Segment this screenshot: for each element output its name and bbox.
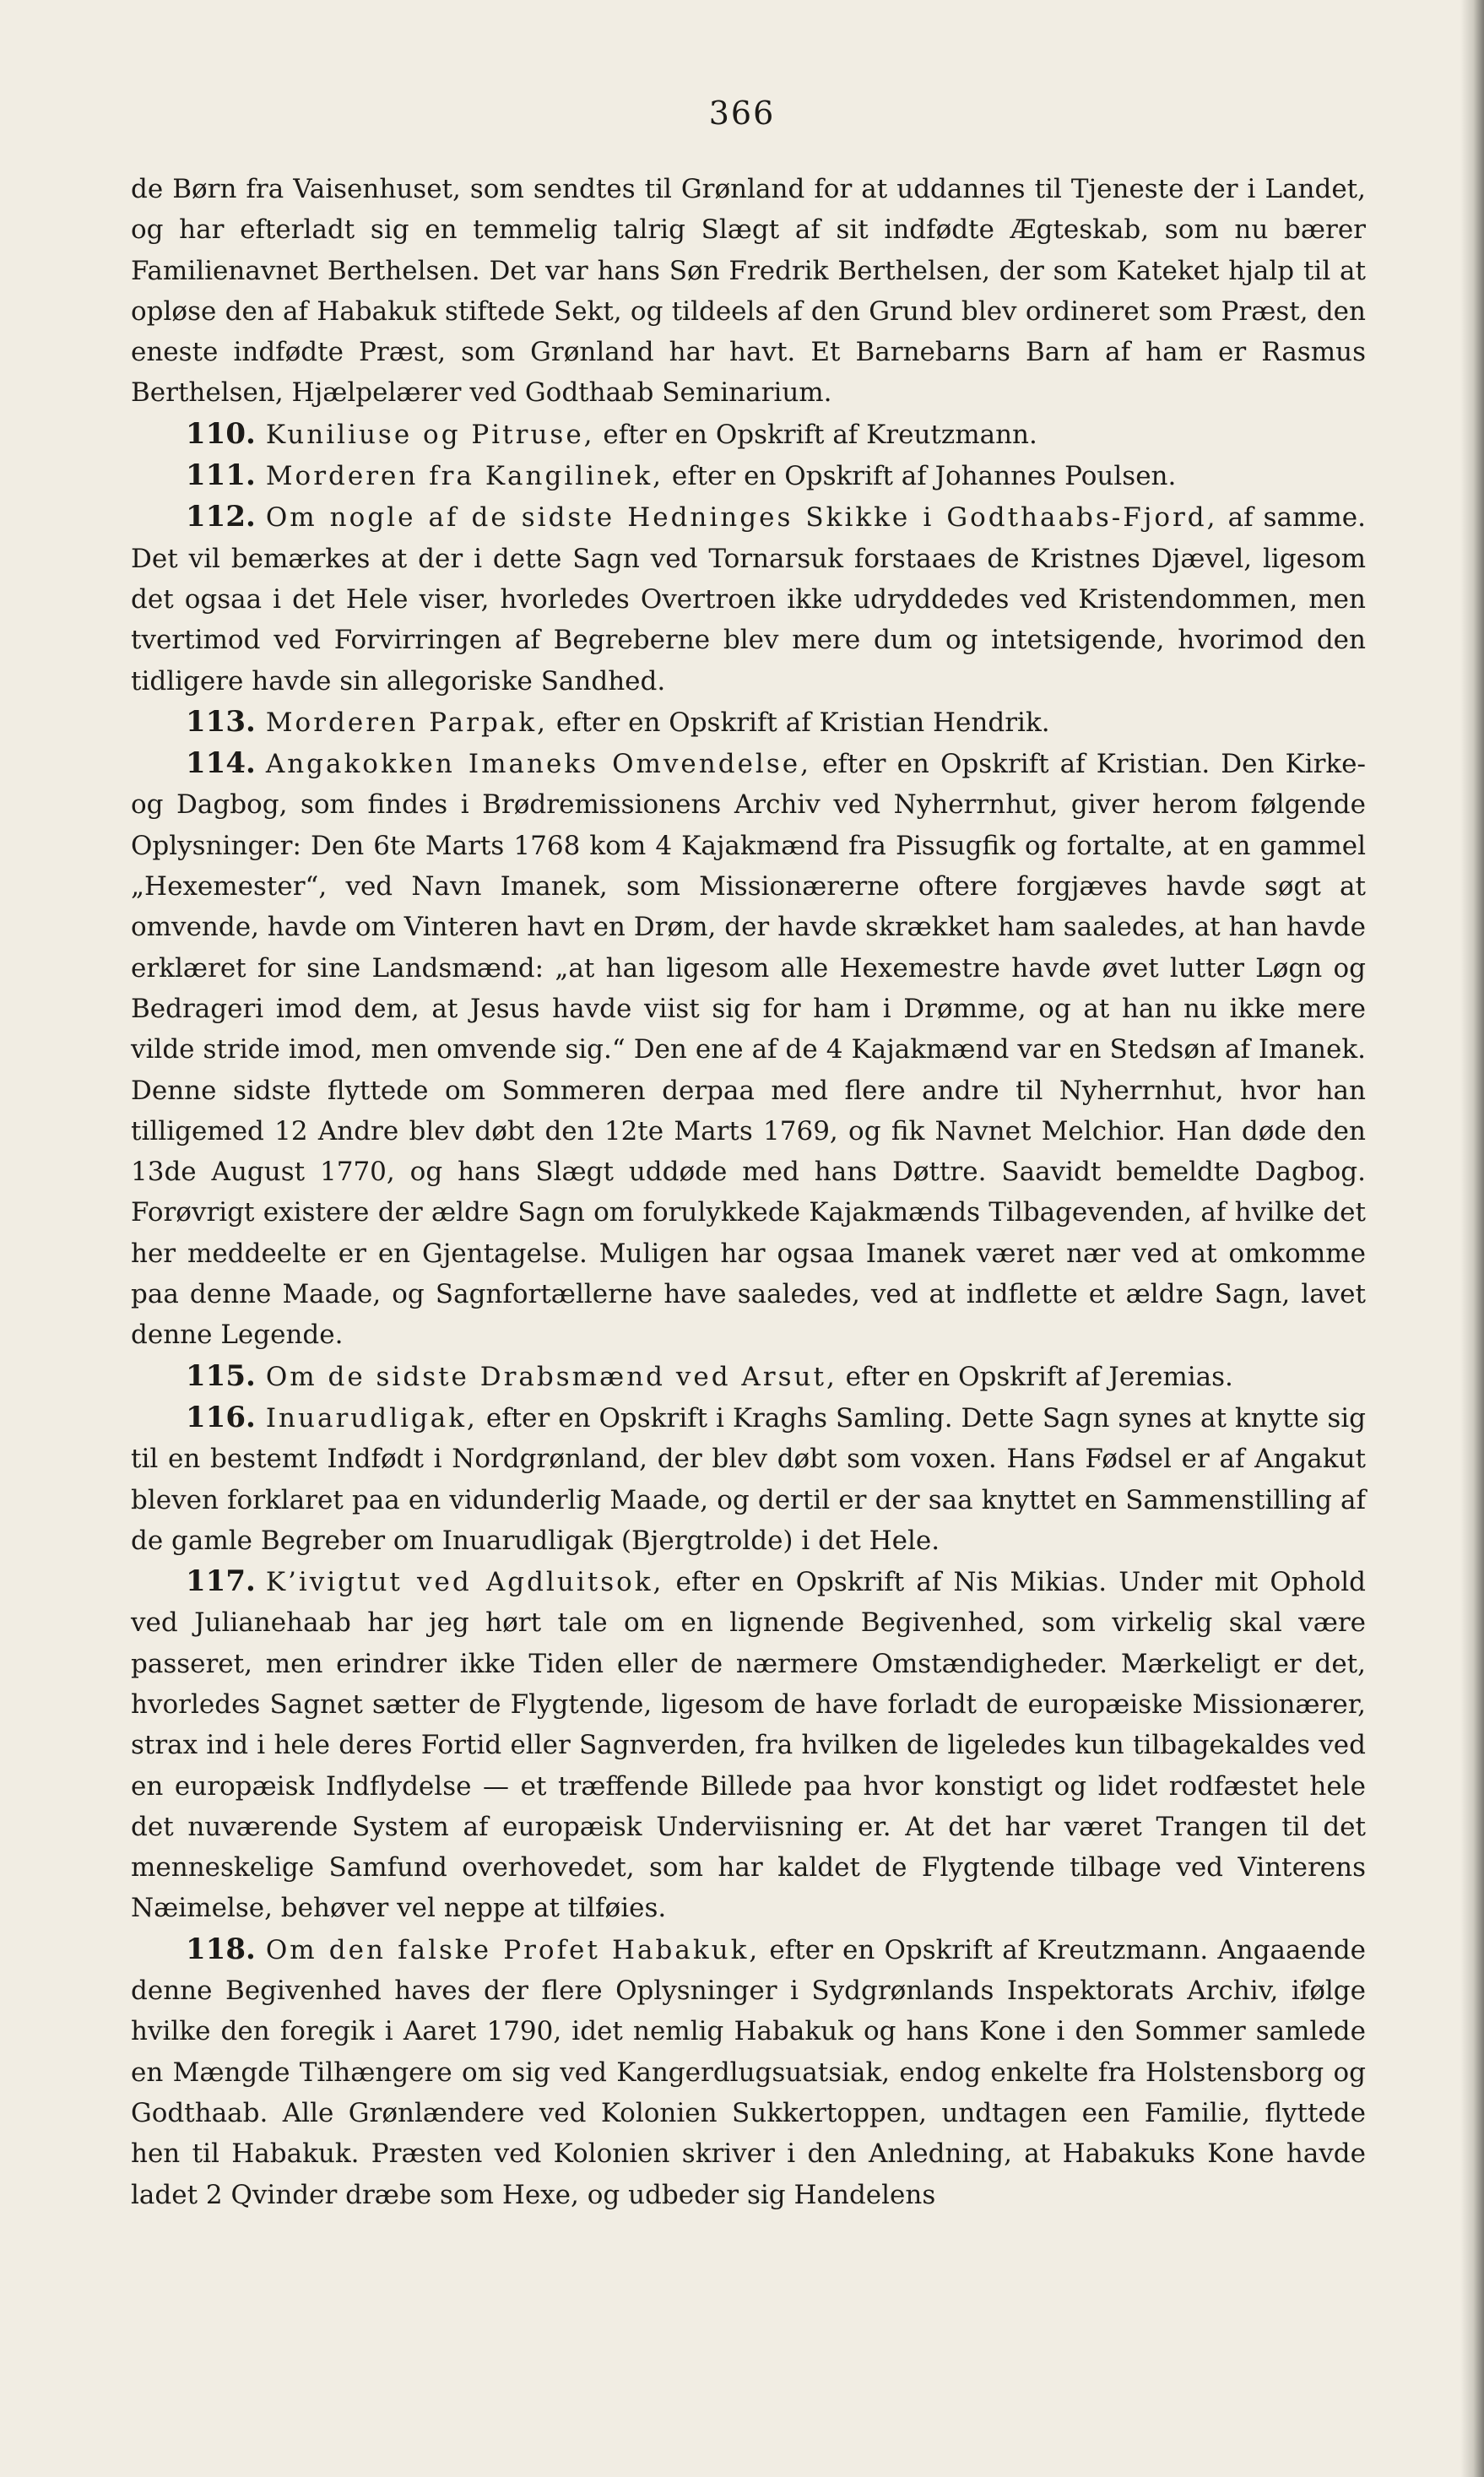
entry-title: Kuniliuse og Pitruse, xyxy=(265,419,595,450)
entry-113 xyxy=(131,702,1366,743)
entry-number: 118. xyxy=(186,1932,256,1966)
entry-title: Om de sidste Drabsmænd ved Arsut, xyxy=(265,1361,837,1392)
entry-body: efter en Opskrift af Kristian. Den Kirke- og Dagbog, som findes i Brødremissionens Archiv ved Nyherrnhut, giver herom følgende Oplysninger: Den 6te Marts 1768 kom 4 Kajakmænd fra Pissugfik og fortalte, at en gammel „Hexemester“, ved Navn Imanek, som Missionærerne oftere forgjæves havde søgt at omvende, havde om Vinteren havt en Drøm, der havde skrækket ham saaledes, at han havde erklæret for sine Landsmænd: „at han ligesom alle Hexemestre havde øvet lutter Løgn og Bedrageri imod dem, at Jesus havde viist sig for ham i Drømme, og at han nu ikke mere vilde stride imod, men omvende sig.“ Den ene af de 4 Kajakmænd var en Stedsøn af Imanek. Denne sidste flyttede om Sommeren derpaa med flere andre til Nyherrnhut, hvor han tilligemed 12 Andre blev døbt den 12te Marts 1769, og fik Navnet Melchior. Han døde den 13de August 1770, og hans Slægt uddøde med hans Døttre. Saavidt bemeldte Dagbog. Forøvrigt existere der ældre Sagn om forulykkede Kajakmænds Tilbagevenden, af hvilke det her meddeelte er en Gjentagelse. Muligen har ogsaa Imanek været nær ved at omkomme paa denne Maade, og Sagnfortællerne have saaledes, ved at indflette et ældre Sagn, lavet denne Legende. xyxy=(131,749,1367,1351)
entry-117 xyxy=(131,1561,1366,1929)
entry-number: 114. xyxy=(186,746,256,781)
entry-118 xyxy=(131,1929,1366,2215)
entry-title: K’ivigtut ved Agdluitsok, xyxy=(265,1567,664,1598)
entry-title: Morderen Parpak, xyxy=(265,707,548,738)
entry-114 xyxy=(131,743,1366,1355)
entry-112 xyxy=(131,496,1366,701)
body-text xyxy=(131,169,1366,2215)
entry-number: 117. xyxy=(186,1564,256,1599)
entry-116 xyxy=(131,1397,1366,1561)
entry-body: efter en Opskrift af Kreutzmann. xyxy=(603,419,1037,450)
entry-body: af samme. Det vil bemærkes at der i dette Sagn ved Tornarsuk forstaaes de Kristnes Djævel, ligesom det ogsaa i det Hele viser, hvorledes Overtroen ikke udryddedes ved Kristendommen, men tvertimod ved Forvirringen af Begreberne blev mere dum og intetsigende, hvorimod den tidligere havde sin allegoriske Sandhed. xyxy=(131,502,1366,696)
entry-body: efter en Opskrift af Jeremias. xyxy=(845,1361,1233,1392)
page-number: 366 xyxy=(708,95,776,132)
entry-number: 115. xyxy=(186,1358,256,1393)
entry-title: Inuarudligak, xyxy=(265,1402,478,1434)
entry-title: Morderen fra Kangilinek, xyxy=(265,461,663,492)
entry-number: 111. xyxy=(186,458,256,493)
entry-body: efter en Opskrift i Kraghs Samling. Dette Sagn synes at knytte sig til en bestemt Indfødt i Nordgrønland, der blev døbt som voxen. Hans Fødsel er af Angakut bleven forklaret paa en vidunderlig Maade, og dertil er der saa knyttet en Sammenstilling af de gamle Begreber om Inuarudligak (Bjergtrolde) i det Hele. xyxy=(131,1402,1366,1556)
entry-number: 113. xyxy=(186,704,256,739)
entry-title: Angakokken Imaneks Omvendelse, xyxy=(265,749,811,780)
entry-110 xyxy=(131,414,1366,455)
entry-number: 110. xyxy=(186,416,256,451)
entry-body: efter en Opskrift af Kristian Hendrik. xyxy=(555,707,1050,738)
entry-title: Om den falske Profet Habakuk, xyxy=(265,1934,761,1965)
page-edge-shadow xyxy=(1460,0,1484,2477)
intro-paragraph: de Børn fra Vaisenhuset, som sendtes til Grønland for at uddannes til Tjeneste der i Landet, og har efterladt sig en temmelig talrig Slægt af sit indfødte Ægteskab, som nu bærer Familienavnet Berthelsen. Det var hans Søn Fredrik Berthelsen, der som Kateket hjalp til at opløse den af Habakuk stiftede Sekt, og tildeels af den Grund blev ordineret som Præst, den eneste indfødte Præst, som Grønland har havt. Et Barnebarns Barn af ham er Rasmus Berthelsen, Hjælpelærer ved Godthaab Seminarium. xyxy=(131,174,1366,409)
entry-body: efter en Opskrift af Kreutzmann. Angaaende denne Begivenhed haves der flere Oplysninger i Sydgrønlands Inspektorats Archiv, ifølge hvilke den foregik i Aaret 1790, idet nemlig Habakuk og hans Kone i den Sommer samlede en Mængde Tilhængere om sig ved Kangerdlugsuatsiak, endog enkelte fra Holstensborg og Godthaab. Alle Grønlændere ved Kolonien Sukkertoppen, undtagen een Familie, flyttede hen til Habakuk. Præsten ved Kolonien skriver i den Anledning, at Habakuks Kone havde ladet 2 Qvinder dræbe som Hexe, og udbeder sig Handelens xyxy=(131,1934,1367,2210)
entry-111 xyxy=(131,455,1366,496)
entry-115 xyxy=(131,1356,1366,1397)
entry-body: efter en Opskrift af Nis Mikias. Under mit Ophold ved Julianehaab har jeg hørt tale om en lignende Begivenhed, som virkelig skal være passeret, men erindrer ikke Tiden eller de nærmere Omstændigheder. Mærkeligt er det, hvorledes Sagnet sætter de Flygtende, ligesom de have forladt de europæiske Missionærer, strax ind i hele deres Fortid eller Sagnverden, fra hvilken de ligeledes kun tilbagekaldes ved en europæisk Indflydelse — et træffende Billede paa hvor konstigt og lidet rodfæstet hele det nuværende System af europæisk Underviisning er. At det har været Trangen til det menneskelige Samfund overhovedet, som har kaldet de Flygtende tilbage ved Vinterens Næimelse, behøver vel neppe at tilføies. xyxy=(131,1567,1366,1924)
entry-title: Om nogle af de sidste Hedninges Skikke i Godthaabs-Fjord, xyxy=(265,502,1218,534)
entry-body: efter en Opskrift af Johannes Poulsen. xyxy=(671,461,1177,492)
entry-number: 116. xyxy=(186,1400,256,1434)
entry-number: 112. xyxy=(186,500,256,534)
